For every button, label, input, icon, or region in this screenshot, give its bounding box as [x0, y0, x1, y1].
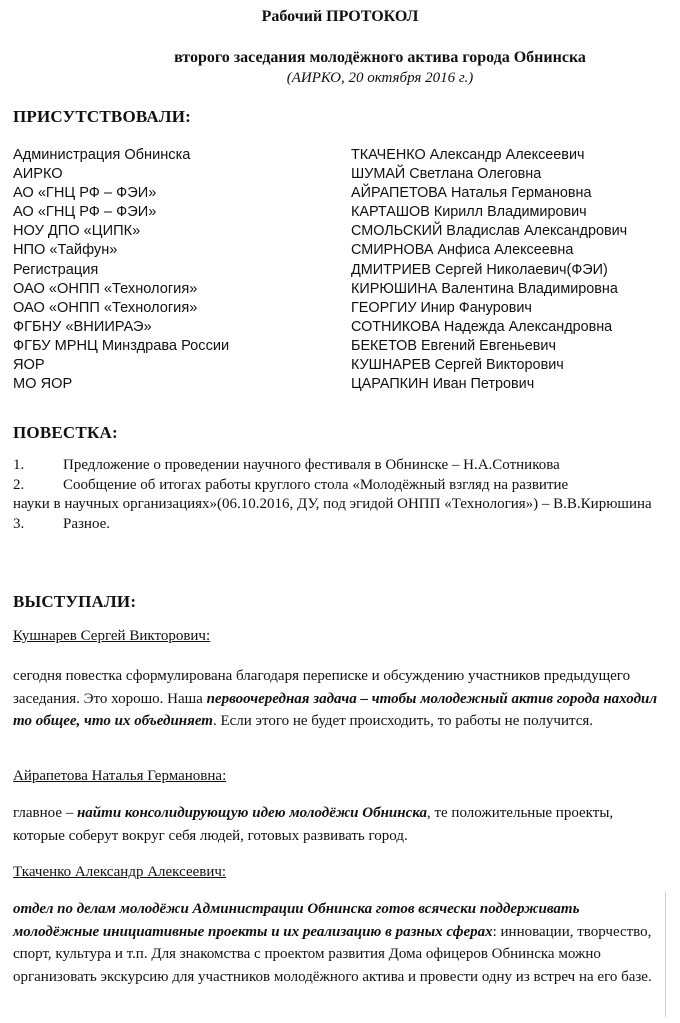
attendee-name: СМОЛЬСКИЙ Владислав Александрович — [351, 223, 628, 240]
agenda-list — [13, 456, 663, 534]
agenda-item-number: 3. — [13, 515, 25, 532]
attendee-name: АЙРАПЕТОВА Наталья Германовна — [351, 185, 592, 202]
agenda-item-text: Сообщение об итогах работы круглого стола «Молодёжный взгляд на развитие — [63, 476, 569, 493]
document-title: Рабочий ПРОТОКОЛ — [261, 8, 419, 25]
scan-edge-line — [665, 892, 666, 1017]
attendee-column — [351, 146, 627, 394]
agenda-item — [13, 456, 663, 476]
speech-text: сегодня повестка сформулирована благодаря переписке и обсуждению участников предыдущего заседания. Это хорошо. Наша — [13, 668, 631, 707]
speech-emphasis: отдел по делам молодёжи Администрации Обнинска готов всячески поддерживать молодёжные инициативные проекты и их реализацию в разных сферах — [13, 901, 580, 940]
organization-item: ФГБНУ «ВНИИРАЭ» — [13, 318, 152, 335]
agenda-heading: ПОВЕСТКА: — [13, 423, 118, 442]
organization-item: Регистрация — [13, 261, 99, 278]
organization-item: МО ЯОР — [13, 376, 73, 393]
attendee-name: ДМИТРИЕВ Сергей Николаевич(ФЭИ) — [351, 261, 608, 278]
organization-item: АИРКО — [13, 166, 63, 183]
organization-item: НОУ ДПО «ЦИПК» — [13, 223, 141, 240]
agenda-item-number: 1. — [13, 457, 25, 473]
document-subtitle: второго заседания молодёжного актива города Обнинска — [174, 49, 586, 66]
speakers-heading: ВЫСТУПАЛИ: — [13, 592, 137, 611]
attendee-name: ГЕОРГИУ Инир Фанурович — [351, 299, 532, 316]
speech-paragraph — [13, 665, 665, 733]
speech-text: . Если этого не будет происходить, то работы не получится. — [212, 713, 594, 730]
speaker-name: Ткаченко Александр Алексеевич: — [13, 864, 227, 880]
attendee-name: КИРЮШИНА Валентина Владимировна — [351, 280, 618, 297]
speech-text: , те положительные проекты, которые соберут вокруг себя людей, готовых развивать город. — [13, 805, 614, 844]
attendee-name: СМИРНОВА Анфиса Алексеевна — [351, 242, 574, 259]
attendee-name: КУШНАРЕВ Сергей Викторович — [351, 357, 564, 374]
organization-column — [13, 146, 229, 394]
organization-item: АО «ГНЦ РФ – ФЭИ» — [13, 204, 157, 221]
agenda-item-text: Разное. — [63, 515, 111, 532]
agenda-item-text: Предложение о проведении научного фестиваля в Обнинске – Н.А.Сотникова — [63, 457, 560, 473]
speech-paragraph — [13, 802, 665, 847]
agenda-item — [13, 476, 663, 515]
speaker-name: Айрапетова Наталья Германовна: — [13, 768, 227, 784]
organization-item: ФГБУ МРНЦ Минздрава России — [13, 337, 230, 354]
speech-paragraph — [13, 898, 665, 988]
organization-item: НПО «Тайфун» — [13, 242, 118, 259]
attendee-name: ТКАЧЕНКО Александр Алексеевич — [351, 147, 585, 163]
attendee-name: БЕКЕТОВ Евгений Евгеньевич — [351, 337, 556, 354]
agenda-item-continuation: науки в научных организациях»(06.10.2016, ДУ, под эгидой ОНПП «Технология») – В.В.Кирюшина — [13, 496, 652, 512]
agenda-item — [13, 515, 663, 535]
organization-item: ОАО «ОНПП «Технология» — [13, 299, 198, 316]
attendee-name: КАРТАШОВ Кирилл Владимирович — [351, 204, 587, 221]
speaker-name: Кушнарев Сергей Викторович: — [13, 628, 211, 644]
speech-text: : инновации, творчество, спорт, культура и т.п. Для знакомства с проектом развития Дома офицеров Обнинска можно организовать экскурсию для участников молодёжного актива и провести одну из встреч на его базе. — [13, 923, 652, 985]
organization-item: АО «ГНЦ РФ – ФЭИ» — [13, 185, 157, 202]
attendee-name: ШУМАЙ Светлана Олеговна — [351, 166, 542, 183]
speech-emphasis: найти консолидирующую идею молодёжи Обнинска — [76, 805, 427, 821]
attendee-name: СОТНИКОВА Надежда Александровна — [351, 318, 613, 335]
speech-text: главное – — [13, 805, 77, 821]
document-meta: (АИРКО, 20 октября 2016 г.) — [286, 70, 474, 86]
agenda-item-number: 2. — [13, 476, 25, 493]
organization-item: Администрация Обнинска — [13, 147, 191, 163]
organization-item: ОАО «ОНПП «Технология» — [13, 280, 198, 297]
organization-item: ЯОР — [13, 357, 45, 374]
speech-emphasis: первоочередная задача – чтобы молодежный актив города находил то общее, что их объединяет — [13, 690, 658, 730]
present-heading: ПРИСУТСТВОВАЛИ: — [13, 107, 191, 126]
attendee-name: ЦАРАПКИН Иван Петрович — [351, 376, 535, 393]
